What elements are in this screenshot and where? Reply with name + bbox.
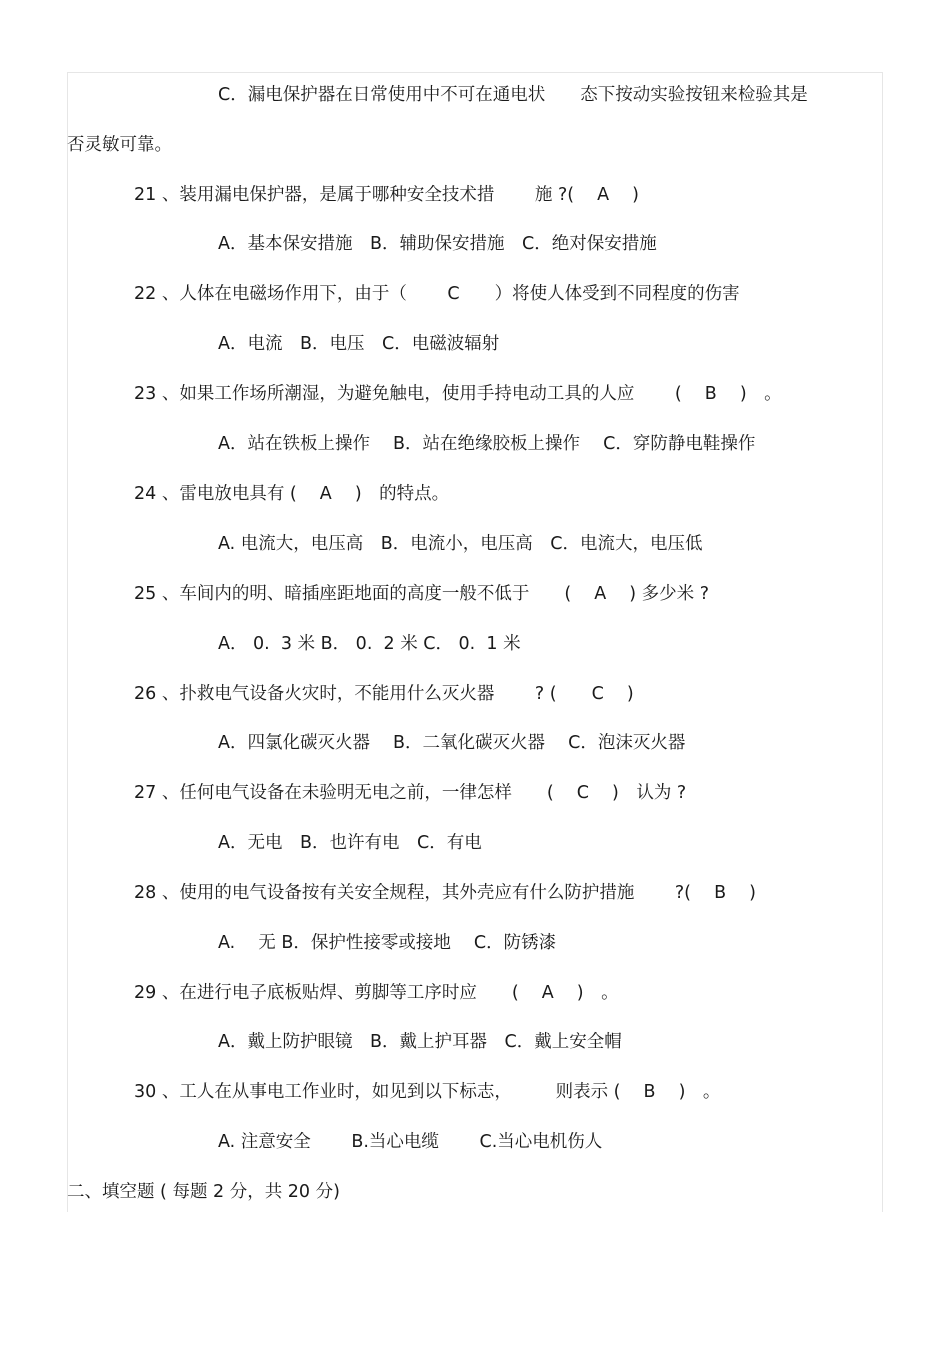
question-21-options: A．基本保安措施 B．辅助保安措施 C．绝对保安措施 (218, 234, 657, 254)
question-24-options: A. 电流大，电压高 B．电流小，电压高 C．电流大，电压低 (218, 534, 703, 554)
option-c-text: C．漏电保护器在日常使用中不可在通电状 态下按动实验按钮来检验其是 (218, 85, 808, 105)
question-30-options: A. 注意安全 B.当心电缆 C.当心电机伤人 (218, 1132, 603, 1152)
question-29: 29 、在进行电子底板贴焊、剪脚等工序时应 ( A ) 。 (134, 983, 619, 1003)
question-25: 25 、车间内的明、暗插座距地面的高度一般不低于 ( A ) 多少米 ? (134, 584, 709, 604)
option-c-continuation: 否灵敏可靠。 (67, 135, 172, 155)
section-heading: 二、填空题 ( 每题 2 分，共 20 分) (67, 1182, 340, 1202)
question-24: 24 、雷电放电具有 ( A ) 的特点。 (134, 484, 450, 504)
question-25-options: A． 0. 3 米 B． 0. 2 米 C． 0. 1 米 (218, 634, 521, 654)
question-23-options: A．站在铁板上操作 B．站在绝缘胶板上操作 C．穿防静电鞋操作 (218, 434, 756, 454)
question-27-options: A．无电 B．也许有电 C．有电 (218, 833, 482, 853)
question-27: 27 、任何电气设备在未验明无电之前，一律怎样 ( C ) 认为 ? (134, 783, 687, 803)
question-28-options: A. 无 B．保护性接零或接地 C．防锈漆 (218, 933, 557, 953)
question-22-options: A．电流 B．电压 C．电磁波辐射 (218, 334, 500, 354)
question-23: 23 、如果工作场所潮湿，为避免触电，使用手持电动工具的人应 ( B ) 。 (134, 384, 782, 404)
question-29-options: A．戴上防护眼镜 B．戴上护耳器 C．戴上安全帽 (218, 1032, 622, 1052)
question-21: 21 、装用漏电保护器，是属于哪种安全技术措 施 ?( A ) (134, 185, 639, 205)
question-26: 26 、扑救电气设备火灾时，不能用什么灭火器 ? ( C ) (134, 684, 634, 704)
question-30: 30 、工人在从事电工作业时，如见到以下标志， 则表示 ( B ) 。 (134, 1082, 721, 1102)
question-22: 22 、人体在电磁场作用下，由于（ C ）将使人体受到不同程度的伤害 (134, 284, 740, 304)
question-28: 28 、使用的电气设备按有关安全规程，其外壳应有什么防护措施 ?( B ) (134, 883, 756, 903)
question-26-options: A．四氯化碳灭火器 B．二氧化碳灭火器 C．泡沫灭火器 (218, 733, 686, 753)
